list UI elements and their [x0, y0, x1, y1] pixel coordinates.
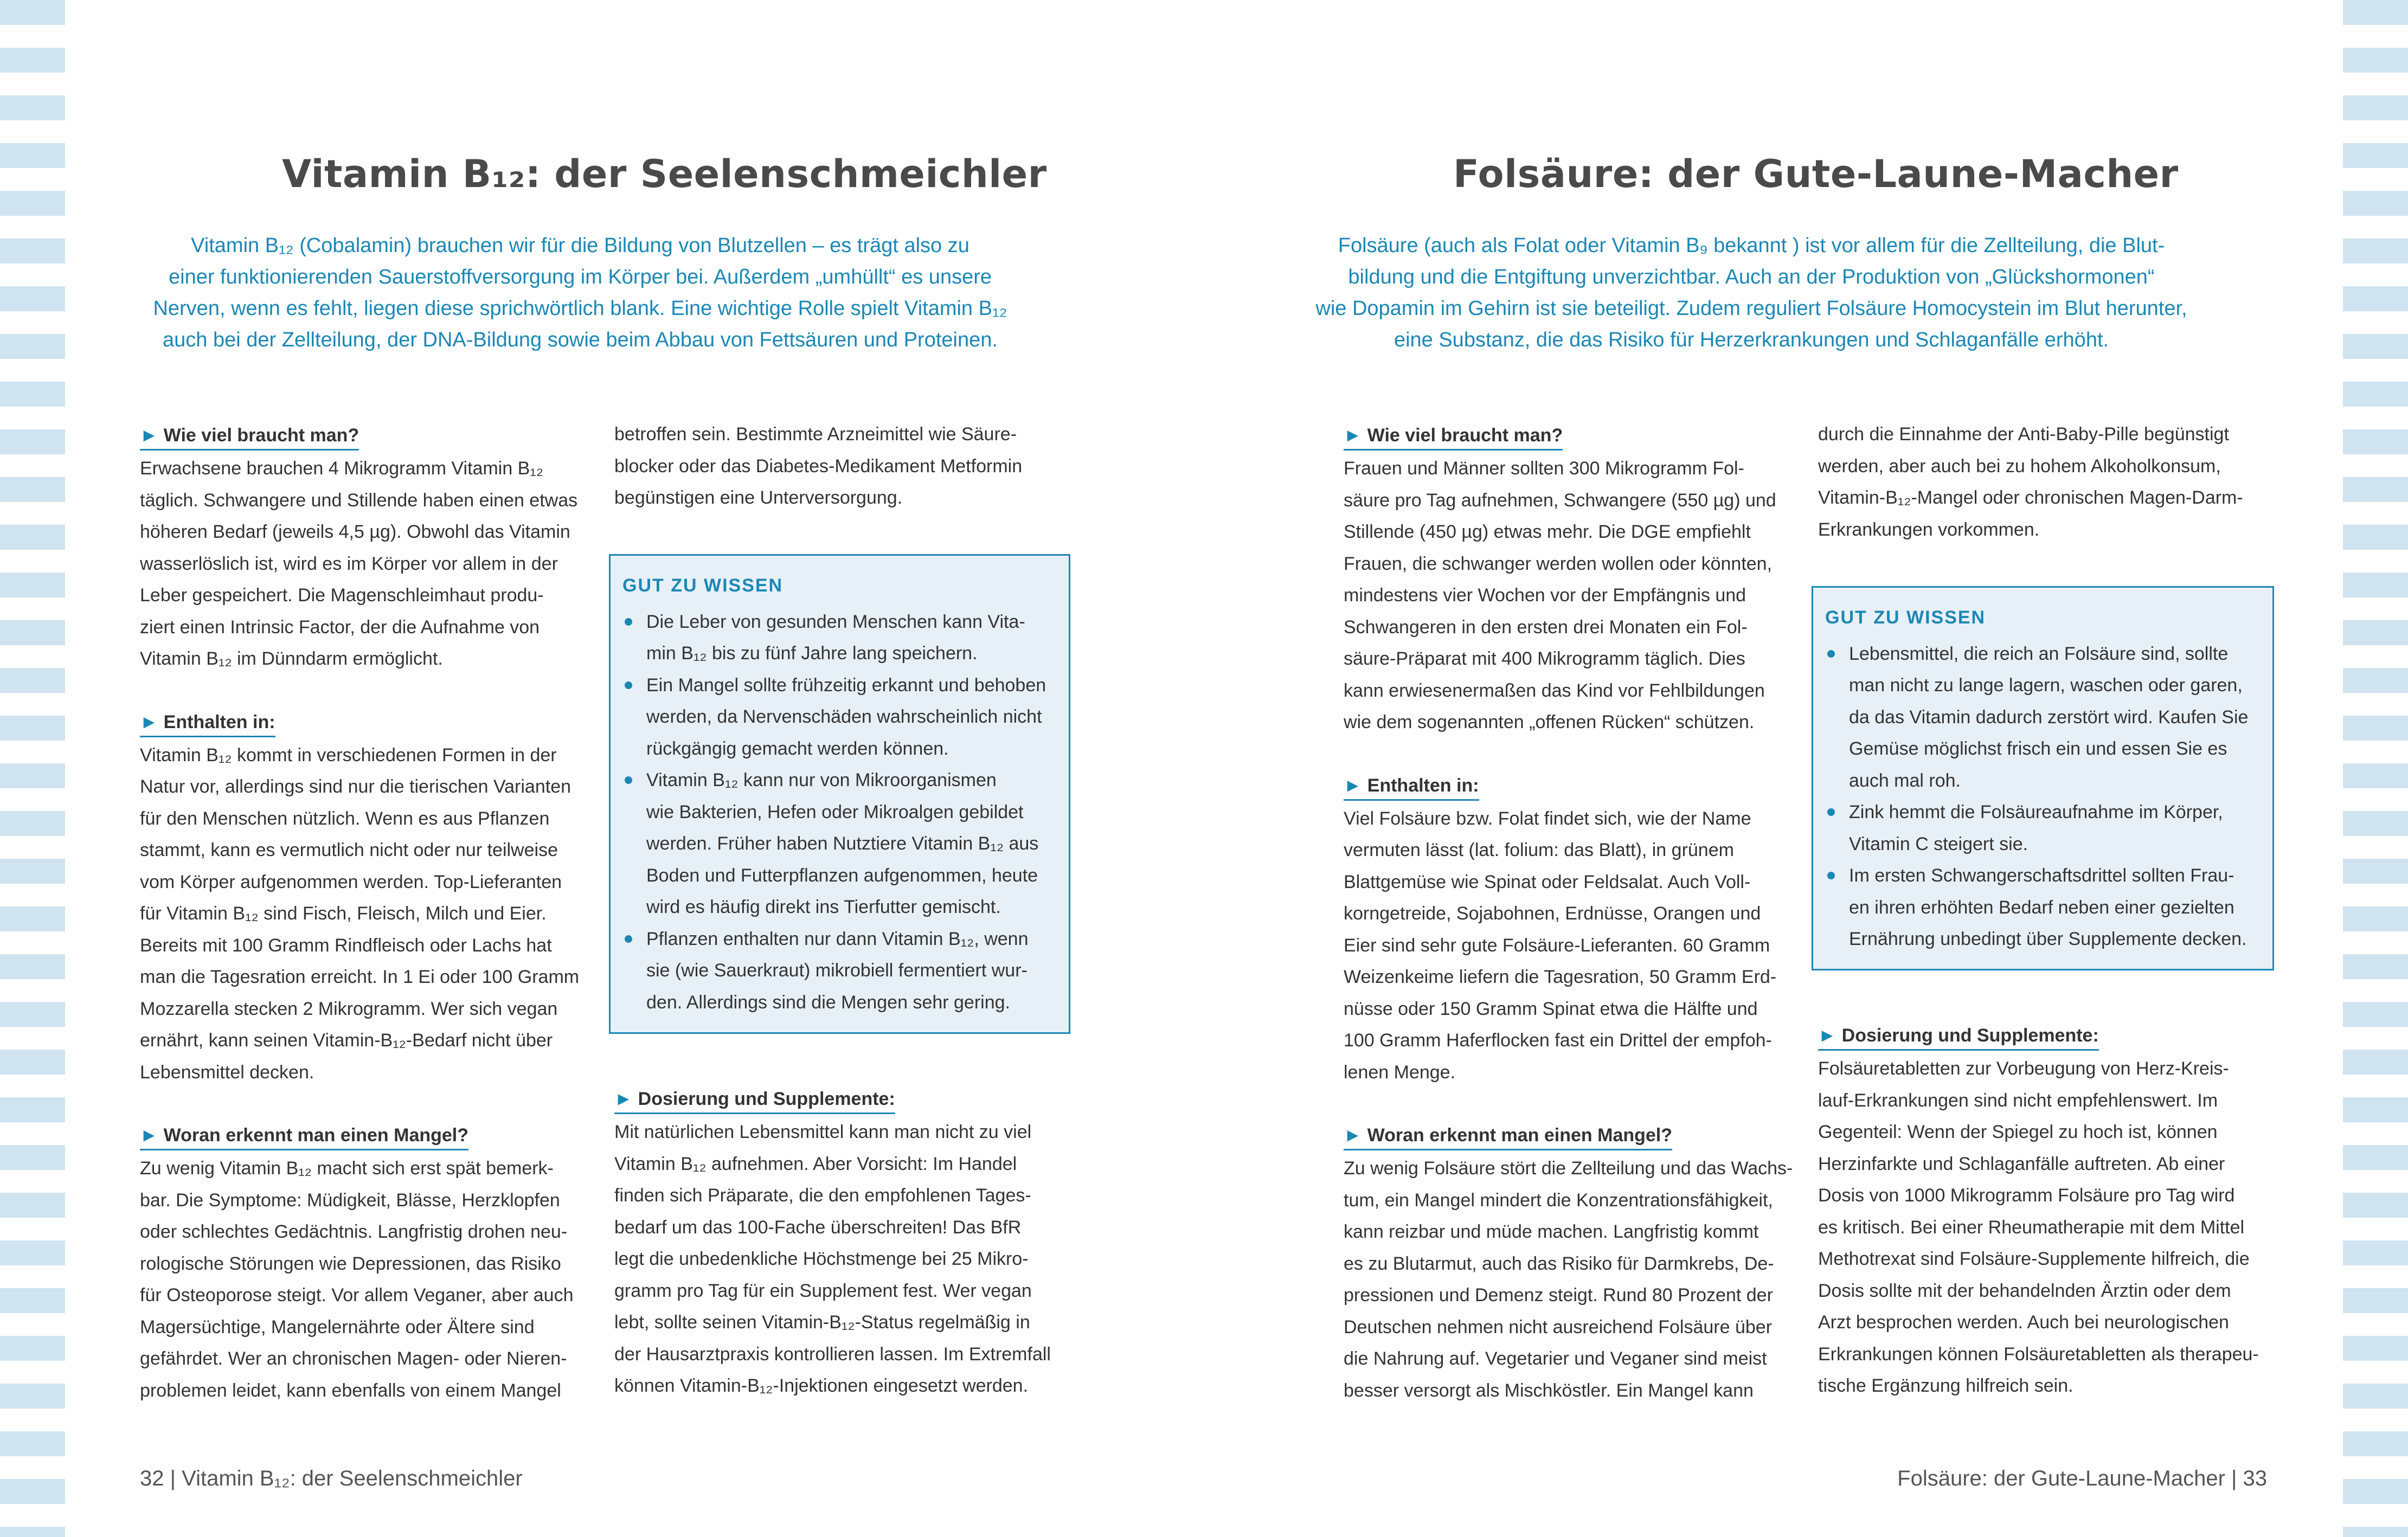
text-line: die Nahrung auf. Vegetarier und Veganer sind meist	[1344, 1348, 1767, 1369]
left-column-1	[140, 420, 590, 1406]
intro-line: bildung und die Entgiftung unverzichtbar. Auch an der Produktion von „Glückshormonen“	[1348, 266, 2155, 288]
intro-line: Nerven, wenn es fehlt, liegen diese sprichwörtlich blank. Eine wichtige Rolle spielt Vitamin B₁₂	[153, 297, 1007, 320]
page-title-left: Vitamin B₁₂: der Seelenschmeichler	[282, 152, 1047, 196]
text-line: Leber gespeichert. Die Magenschleimhaut produ-	[140, 585, 544, 606]
right-column-2-top	[1818, 419, 2274, 545]
triangle-right-icon: ►	[140, 711, 158, 732]
text-line: tische Ergänzung hilfreich sein.	[1818, 1375, 2073, 1396]
text-line: Blattgemüse wie Spinat oder Feldsalat. Auch Voll-	[1344, 871, 1751, 892]
intro-line: einer funktionierenden Sauerstoffversorgung im Körper bei. Außerdem „umhüllt“ es unsere	[169, 266, 992, 288]
triangle-right-icon: ►	[614, 1089, 633, 1109]
text-line: Mozzarella stecken 2 Mikrogramm. Wer sich vegan	[140, 998, 558, 1019]
text-line: säure pro Tag aufnehmen, Schwangere (550 µg) und	[1344, 490, 1776, 511]
info-box-title: GUT ZU WISSEN	[622, 575, 784, 596]
text-line: vermuten lässt (lat. folium: das Blatt), in grünem	[1344, 840, 1734, 860]
text-line: ernährt, kann seinen Vitamin-B₁₂-Bedarf nicht über	[140, 1030, 553, 1051]
triangle-right-icon: ►	[1344, 425, 1362, 446]
text-line: Zu wenig Folsäure stört die Zellteilung und das Wachs-	[1344, 1158, 1793, 1179]
text-line: blocker oder das Diabetes-Medikament Metformin	[614, 455, 1023, 477]
text-line: Magersüchtige, Mangelernährte oder Ältere sind	[140, 1316, 535, 1337]
text-line: Bereits mit 100 Gramm Rindfleisch oder Lachs hat	[140, 935, 552, 956]
text-line: pressionen und Demenz steigt. Rund 80 Prozent der	[1344, 1285, 1773, 1306]
text-line: Schwangeren in den ersten drei Monaten ein Fol-	[1344, 616, 1748, 638]
left-column-2-dosing	[614, 1083, 1070, 1402]
text-line: Gegenteil: Wenn der Spiegel zu hoch ist, können	[1818, 1122, 2218, 1142]
text-line: Arzt besprochen werden. Auch bei neurologischen	[1818, 1312, 2229, 1333]
section-heading: ► Wie viel braucht man?	[140, 422, 359, 451]
decorative-stripe-right	[2343, 0, 2408, 1537]
text-line: Herzinfarkte und Schlaganfälle auftreten. Ab einer	[1818, 1153, 2225, 1174]
text-line: korngetreide, Sojabohnen, Erdnüsse, Orangen und	[1344, 903, 1761, 924]
section-heading: ► Dosierung und Supplemente:	[1818, 1022, 2099, 1051]
text-line: nüsse oder 150 Gramm Spinat etwa die Hälfte und	[1344, 998, 1758, 1019]
text-line: Vitamin-B₁₂-Mangel oder chronischen Magen-Darm-	[1818, 487, 2243, 508]
text-line: für den Menschen nützlich. Wenn es aus Pflanzen	[140, 808, 550, 829]
text-line: Erwachsene brauchen 4 Mikrogramm Vitamin B₁₂	[140, 458, 544, 479]
text-line: täglich. Schwangere und Stillende haben einen etwas	[140, 490, 578, 511]
text-line: es zu Blutarmut, auch das Risiko für Darmkrebs, De-	[1344, 1253, 1774, 1274]
text-line: werden, aber auch bei zu hohem Alkoholkonsum,	[1818, 455, 2221, 477]
triangle-right-icon: ►	[140, 425, 158, 446]
text-line: kann erwiesenermaßen das Kind vor Fehlbildungen	[1344, 680, 1765, 701]
text-line: höheren Bedarf (jeweils 4,5 µg). Obwohl das Vitamin	[140, 522, 570, 542]
intro-right	[1301, 230, 2201, 356]
text-line: können Vitamin-B₁₂-Injektionen eingesetzt werden.	[614, 1375, 1029, 1396]
text-line: finden sich Präparate, die den empfohlenen Tages-	[614, 1185, 1031, 1206]
info-box-item: Im ersten Schwangerschaftsdrittel sollten Frau- en ihren erhöhten Bedarf neben einer gezielten Ernährung unbedingt über Supplemente decken.	[1825, 860, 2259, 955]
text-line: Dosis sollte mit der behandelnden Ärztin oder dem	[1818, 1280, 2231, 1301]
text-line: Stillende (450 µg) etwas mehr. Die DGE empfiehlt	[1344, 522, 1751, 542]
info-box-right	[1812, 586, 2274, 970]
intro-line: Folsäure (auch als Folat oder Vitamin B₉ bekannt ) ist vor allem für die Zellteilung, die Blut-	[1338, 234, 2165, 257]
text-line: der Hausarztpraxis kontrollieren lassen. Im Extremfall	[614, 1343, 1051, 1365]
text-line: gramm pro Tag für ein Supplement fest. Wer vegan	[614, 1280, 1032, 1301]
section-heading: ► Enthalten in:	[140, 709, 275, 737]
text-line: lebt, sollte seinen Vitamin-B₁₂-Status regelmäßig in	[614, 1312, 1030, 1333]
section-heading: ► Woran erkennt man einen Mangel?	[1344, 1122, 1672, 1150]
section-heading: ► Wie viel braucht man?	[1344, 422, 1563, 451]
text-line: lenen Menge.	[1344, 1062, 1456, 1083]
intro-line: Vitamin B₁₂ (Cobalamin) brauchen wir für die Bildung von Blutzellen – es trägt also zu	[191, 234, 969, 257]
intro-line: auch bei der Zellteilung, der DNA-Bildung sowie beim Abbau von Fettsäuren und Proteinen.	[163, 329, 998, 351]
right-column-2-dosing	[1818, 1020, 2274, 1402]
text-line: gefährdet. Wer an chronischen Magen- oder Nieren-	[140, 1348, 567, 1369]
text-line: ziert einen Intrinsic Factor, der die Aufnahme von	[140, 616, 540, 638]
text-line: säure-Präparat mit 400 Mikrogramm täglich. Dies	[1344, 648, 1745, 669]
intro-line: eine Substanz, die das Risiko für Herzerkrankungen und Schlaganfälle erhöht.	[1394, 329, 2109, 351]
text-line: mindestens vier Wochen vor der Empfängnis und	[1344, 585, 1746, 606]
text-line: oder schlechtes Gedächtnis. Langfristig drohen neu-	[140, 1221, 568, 1242]
text-line: Mit natürlichen Lebensmittel kann man nicht zu viel	[614, 1122, 1032, 1142]
left-column-2-top	[614, 419, 1070, 514]
text-line: für Vitamin B₁₂ sind Fisch, Fleisch, Milch und Eier.	[140, 903, 547, 924]
triangle-right-icon: ►	[1344, 775, 1362, 796]
info-box-item: Ein Mangel sollte frühzeitig erkannt und behoben werden, da Nervenschäden wahrscheinlich nicht rückgängig gemacht werden können.	[622, 670, 1056, 765]
info-box-left	[609, 554, 1070, 1034]
text-line: Lebensmittel decken.	[140, 1062, 314, 1083]
text-line: für Osteoporose steigt. Vor allem Veganer, aber auch	[140, 1285, 574, 1306]
text-line: tum, ein Mangel mindert die Konzentrationsfähigkeit,	[1344, 1189, 1773, 1211]
decorative-stripe-left	[0, 0, 65, 1537]
text-line: man die Tagesration erreicht. In 1 Ei oder 100 Gramm	[140, 967, 580, 987]
text-line: Folsäuretabletten zur Vorbeugung von Herz-Kreis-	[1818, 1058, 2229, 1079]
triangle-right-icon: ►	[1818, 1025, 1836, 1046]
text-line: 100 Gramm Haferflocken fast ein Drittel der empfoh-	[1344, 1030, 1772, 1051]
footer-left: 32 | Vitamin B₁₂: der Seelenschmeichler	[140, 1467, 523, 1490]
page-title-right: Folsäure: der Gute-Laune-Macher	[1453, 152, 2179, 196]
text-line: kann reizbar und müde machen. Langfristig kommt	[1344, 1221, 1759, 1242]
text-line: Erkrankungen können Folsäuretabletten als therapeu-	[1818, 1343, 2259, 1365]
text-line: rologische Störungen wie Depressionen, das Risiko	[140, 1253, 561, 1274]
right-column-1	[1344, 420, 1799, 1406]
text-line: Frauen und Männer sollten 300 Mikrogramm Fol-	[1344, 458, 1744, 479]
text-line: vom Körper aufgenommen werden. Top-Lieferanten	[140, 871, 562, 892]
text-line: Vitamin B₁₂ kommt in verschiedenen Formen in der	[140, 744, 557, 766]
info-box-item: Die Leber von gesunden Menschen kann Vita- min B₁₂ bis zu fünf Jahre lang speichern.	[622, 606, 1056, 670]
text-line: bedarf um das 100-Fache überschreiten! Das BfR	[614, 1217, 1022, 1238]
text-line: problemen leidet, kann ebenfalls von einem Mangel	[140, 1380, 561, 1401]
text-line: wasserlöslich ist, wird es im Körper vor allem in der	[140, 553, 558, 574]
text-line: durch die Einnahme der Anti-Baby-Pille begünstigt	[1818, 424, 2229, 445]
info-box-item: Pflanzen enthalten nur dann Vitamin B₁₂, wenn sie (wie Sauerkraut) mikrobiell fermentiert wur- den. Allerdings sind die Mengen sehr gering.	[622, 923, 1056, 1019]
text-line: Vitamin B₁₂ aufnehmen. Aber Vorsicht: Im Handel	[614, 1153, 1017, 1174]
text-line: Frauen, die schwanger werden wollen oder könnten,	[1344, 553, 1773, 574]
text-line: bar. Die Symptome: Müdigkeit, Blässe, Herzklopfen	[140, 1189, 560, 1211]
info-box-item: Zink hemmt die Folsäureaufnahme im Körper, Vitamin C steigert sie.	[1825, 796, 2259, 860]
text-line: Dosis von 1000 Mikrogramm Folsäure pro Tag wird	[1818, 1185, 2235, 1206]
text-line: Vitamin B₁₂ im Dünndarm ermöglicht.	[140, 648, 443, 669]
triangle-right-icon: ►	[140, 1125, 158, 1146]
text-line: Weizenkeime liefern die Tagesration, 50 Gramm Erd-	[1344, 967, 1777, 987]
text-line: Natur vor, allerdings sind nur die tierischen Varianten	[140, 776, 572, 797]
text-line: besser versorgt als Mischköstler. Ein Mangel kann	[1344, 1380, 1754, 1401]
triangle-right-icon: ►	[1344, 1125, 1362, 1146]
footer-right: Folsäure: der Gute-Laune-Macher | 33	[1897, 1467, 2267, 1490]
text-line: es kritisch. Bei einer Rheumatherapie mit dem Mittel	[1818, 1217, 2245, 1238]
section-heading: ► Woran erkennt man einen Mangel?	[140, 1122, 468, 1150]
text-line: legt die unbedenkliche Höchstmenge bei 25 Mikro-	[614, 1249, 1029, 1269]
text-line: Eier sind sehr gute Folsäure-Lieferanten. 60 Gramm	[1344, 935, 1770, 956]
intro-line: wie Dopamin im Gehirn ist sie beteiligt. Zudem reguliert Folsäure Homocystein im Blut herunter,	[1315, 297, 2187, 320]
text-line: begünstigen eine Unterversorgung.	[614, 487, 903, 508]
info-box-item: Vitamin B₁₂ kann nur von Mikroorganismen wie Bakterien, Hefen oder Mikroalgen gebildet werden. Früher haben Nutztiere Vitamin B₁₂ aus Boden und Futterpflanzen aufgenommen, heute wird es häufig direkt ins Tierfutter gemischt.	[622, 764, 1056, 923]
info-box-item: Lebensmittel, die reich an Folsäure sind, sollte man nicht zu lange lagern, waschen oder garen, da das Vitamin dadurch zerstört wird. Kaufen Sie Gemüse möglichst frisch ein und essen Sie es auch mal roh.	[1825, 638, 2259, 797]
section-heading: ► Dosierung und Supplemente:	[614, 1085, 895, 1114]
text-line: stammt, kann es vermutlich nicht oder nur teilweise	[140, 840, 558, 860]
text-line: wie dem sogenannten „offenen Rücken“ schützen.	[1344, 712, 1755, 732]
text-line: Deutschen nehmen nicht ausreichend Folsäure über	[1344, 1316, 1773, 1337]
text-line: Viel Folsäure bzw. Folat findet sich, wie der Name	[1344, 808, 1751, 829]
text-line: Methotrexat sind Folsäure-Supplemente hilfreich, die	[1818, 1249, 2250, 1269]
text-line: lauf-Erkrankungen sind nicht empfehlenswert. Im	[1818, 1090, 2218, 1111]
section-heading: ► Enthalten in:	[1344, 772, 1479, 801]
info-box-title: GUT ZU WISSEN	[1825, 607, 1986, 628]
text-line: Zu wenig Vitamin B₁₂ macht sich erst spät bemerk-	[140, 1158, 554, 1179]
text-line: betroffen sein. Bestimmte Arzneimittel wie Säure-	[614, 424, 1017, 445]
intro-left	[130, 230, 1030, 356]
text-line: Erkrankungen vorkommen.	[1818, 519, 2040, 540]
